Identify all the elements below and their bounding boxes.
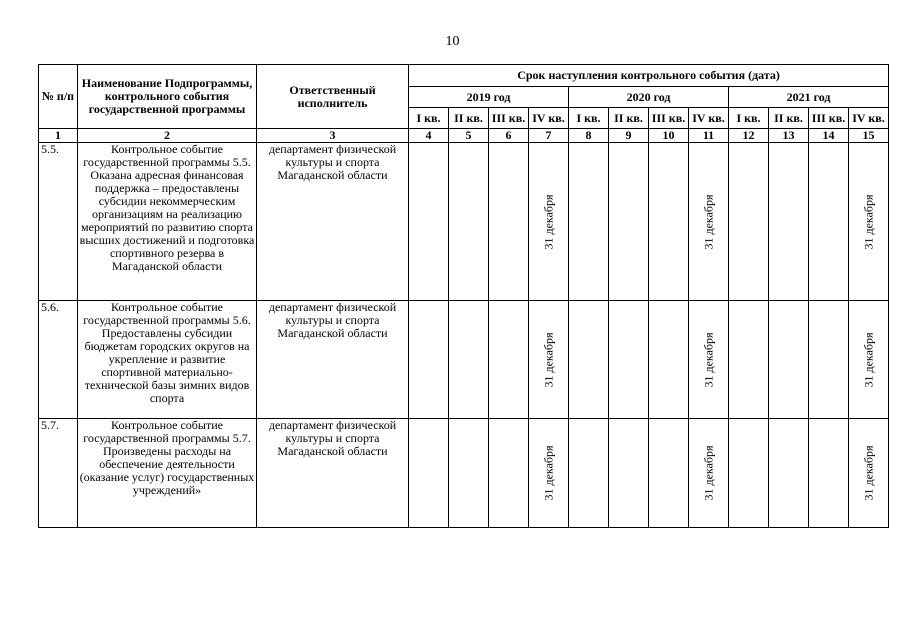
header-quarter: II кв.	[769, 108, 809, 129]
header-name: Наименование Подпрограммы, контрольного события государственной программы	[78, 65, 257, 129]
column-number: 9	[609, 129, 649, 143]
header-year-2019: 2019 год	[409, 87, 569, 108]
column-number: 7	[529, 129, 569, 143]
deadline-date: 31 декабря	[701, 331, 715, 388]
deadline-date: 31 декабря	[541, 445, 555, 501]
header-quarter: II кв.	[449, 108, 489, 129]
header-responsible: Ответственный исполнитель	[257, 65, 409, 129]
header-year-2021: 2021 год	[729, 87, 889, 108]
column-number: 15	[849, 129, 889, 143]
event-name: Контрольное событие государственной программы 5.6. Предоставлены субсидии бюджетам городских округов на укрепление и развитие спортивной материально-технической базы зимних видов спорта	[78, 301, 257, 419]
column-number: 5	[449, 129, 489, 143]
page-number: 10	[445, 34, 460, 49]
control-events-table	[38, 64, 889, 528]
header-quarter: IV кв.	[689, 108, 729, 129]
date-cell-2021-q4	[849, 419, 889, 528]
row-number: 5.6.	[39, 301, 78, 419]
header-quarter: I кв.	[729, 108, 769, 129]
row-number: 5.5.	[39, 143, 78, 301]
row-number: 5.7.	[39, 419, 78, 528]
column-number: 10	[649, 129, 689, 143]
deadline-date: 31 декабря	[861, 193, 876, 250]
column-number: 6	[489, 129, 529, 143]
date-cell-2020-q4	[689, 419, 729, 528]
header-quarter: II кв.	[609, 108, 649, 129]
column-number: 2	[78, 129, 257, 143]
header-quarter: III кв.	[649, 108, 689, 129]
responsible-executor: департамент физической культуры и спорта Магаданской области	[257, 419, 409, 528]
column-numbers-row	[39, 129, 889, 143]
column-number: 14	[809, 129, 849, 143]
column-number: 12	[729, 129, 769, 143]
table-row	[39, 143, 889, 301]
header-quarter: IV кв.	[849, 108, 889, 129]
column-number: 13	[769, 129, 809, 143]
deadline-date: 31 декабря	[861, 445, 876, 501]
deadline-date: 31 декабря	[701, 193, 715, 250]
header-quarter: IV кв.	[529, 108, 569, 129]
event-name: Контрольное событие государственной программы 5.5. Оказана адресная финансовая поддержка – предоставлены субсидии некоммерческим организациям на реализацию мероприятий по развитию спорта высших достижений и подготовка спортивного резерва в Магаданской области	[78, 143, 257, 301]
event-name: Контрольное событие государственной программы 5.7. Произведены расходы на обеспечение деятельности (оказание услуг) государственных учреждений»	[78, 419, 257, 528]
column-number: 3	[257, 129, 409, 143]
column-number: 1	[39, 129, 78, 143]
date-cell-2020-q4	[689, 143, 729, 301]
header-num: № п/п	[39, 65, 78, 129]
deadline-date: 31 декабря	[541, 331, 555, 388]
date-cell-2019-q4	[529, 301, 569, 419]
header-quarter: III кв.	[809, 108, 849, 129]
column-number: 8	[569, 129, 609, 143]
deadline-date: 31 декабря	[701, 445, 715, 501]
responsible-executor: департамент физической культуры и спорта Магаданской области	[257, 301, 409, 419]
date-cell-2019-q4	[529, 143, 569, 301]
header-deadline: Срок наступления контрольного события (дата)	[409, 65, 889, 87]
column-number: 4	[409, 129, 449, 143]
date-cell-2021-q4	[849, 143, 889, 301]
responsible-executor: департамент физической культуры и спорта Магаданской области	[257, 143, 409, 301]
deadline-date: 31 декабря	[541, 193, 555, 250]
header-quarter: I кв.	[569, 108, 609, 129]
table-row	[39, 301, 889, 419]
header-quarter: III кв.	[489, 108, 529, 129]
header-quarter: I кв.	[409, 108, 449, 129]
date-cell-2019-q4	[529, 419, 569, 528]
column-number: 11	[689, 129, 729, 143]
date-cell-2021-q4	[849, 301, 889, 419]
header-year-2020: 2020 год	[569, 87, 729, 108]
deadline-date: 31 декабря	[861, 331, 876, 388]
date-cell-2020-q4	[689, 301, 729, 419]
table-row	[39, 419, 889, 528]
